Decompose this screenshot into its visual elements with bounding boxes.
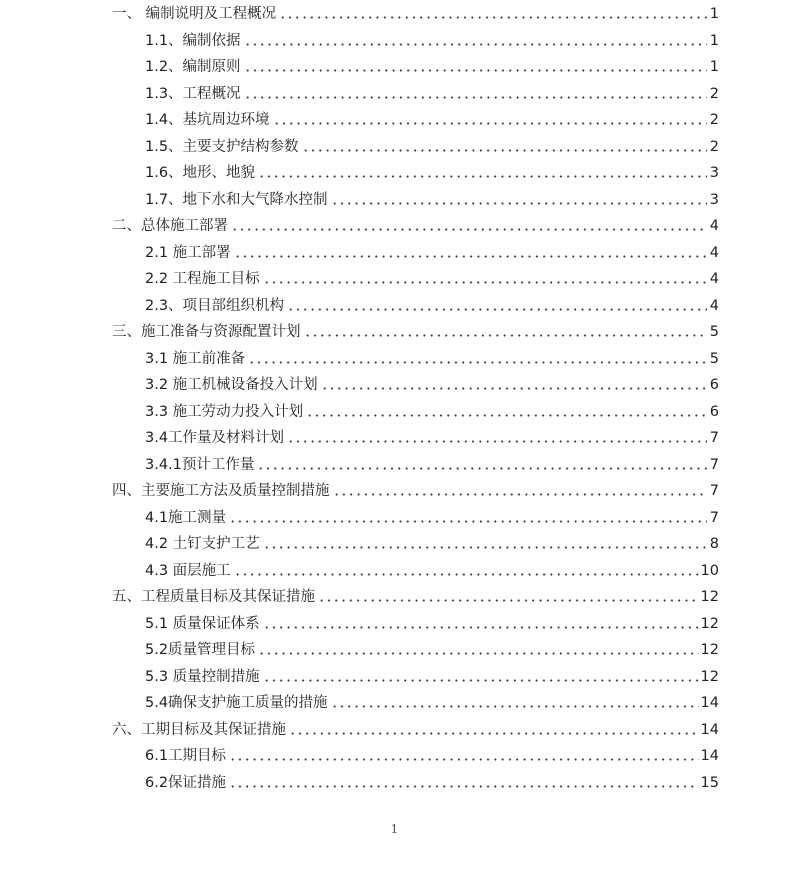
toc-entry-title: 1.6、地形、地貌	[145, 165, 256, 181]
dot-leader	[248, 361, 707, 364]
toc-entry-page: 14	[700, 721, 719, 738]
toc-entry[interactable]	[112, 213, 719, 235]
toc-entry-title: 2.3、项目部组织机构	[145, 297, 285, 314]
dot-leader	[273, 122, 707, 125]
dot-leader	[306, 414, 707, 417]
toc-entry-page: 4	[709, 271, 719, 287]
toc-entry[interactable]	[145, 664, 719, 686]
toc-entry[interactable]	[145, 637, 719, 659]
toc-entry-page: 4	[709, 297, 719, 314]
toc-entry-page: 15	[700, 774, 719, 791]
toc-entry[interactable]	[145, 531, 719, 553]
dot-leader	[229, 758, 698, 761]
toc-entry[interactable]	[112, 319, 719, 341]
dot-leader	[244, 43, 707, 46]
toc-entry[interactable]	[145, 505, 719, 527]
toc-entry-title: 5.4确保支护施工质量的措施	[145, 695, 328, 711]
dot-leader	[304, 334, 708, 337]
toc-entry-page: 2	[709, 85, 719, 102]
dot-leader	[257, 467, 707, 470]
toc-entry[interactable]	[145, 187, 719, 209]
toc-entry-page: 2	[709, 138, 719, 155]
toc-entry-page: 7	[709, 430, 719, 446]
toc-entry-title: 6.1工期目标	[145, 748, 227, 764]
toc-entry-title: 一、 编制说明及工程概况	[112, 6, 277, 22]
dot-leader	[289, 732, 699, 735]
toc-entry-title: 2.2 工程施工目标	[145, 271, 260, 287]
toc-entry-title: 四、主要施工方法及质量控制措施	[112, 483, 330, 499]
toc-entry-title: 1.4、基坑周边环境	[145, 112, 270, 128]
dot-leader	[244, 96, 707, 99]
dot-leader	[234, 255, 707, 258]
toc-entry-page: 12	[700, 668, 719, 685]
toc-entry-page: 5	[709, 350, 719, 367]
toc-entry-title: 4.3 面层施工	[145, 562, 231, 579]
toc-entry-page: 6	[709, 403, 719, 420]
toc-entry[interactable]	[145, 107, 719, 129]
dot-leader	[333, 493, 708, 496]
toc-entry[interactable]	[145, 558, 719, 580]
toc-entry-page: 2	[709, 112, 719, 128]
toc-entry-page: 3	[709, 191, 719, 208]
toc-entry-title: 6.2保证措施	[145, 774, 227, 791]
toc-entry-title: 1.5、主要支护结构参数	[145, 138, 299, 155]
toc-entry-page: 6	[709, 377, 719, 393]
toc-entry-page: 3	[709, 165, 719, 181]
dot-leader	[287, 308, 707, 311]
dot-leader	[331, 202, 707, 205]
toc-entry[interactable]	[145, 372, 719, 394]
toc-entry[interactable]	[145, 266, 719, 288]
toc-entry-title: 六、工期目标及其保证措施	[112, 721, 286, 738]
toc-entry[interactable]	[145, 690, 719, 712]
dot-leader	[331, 705, 699, 708]
toc-entry[interactable]	[145, 346, 719, 368]
toc-entry-page: 5	[709, 324, 719, 340]
toc-entry-title: 3.3 施工劳动力投入计划	[145, 403, 304, 420]
toc-entry[interactable]	[145, 28, 719, 50]
toc-entry-page: 8	[709, 536, 719, 552]
toc-entry[interactable]	[145, 134, 719, 156]
toc-entry-page: 12	[700, 615, 719, 632]
toc-entry[interactable]	[112, 717, 719, 739]
toc-entry[interactable]	[112, 478, 719, 500]
page-number: 1	[390, 822, 399, 836]
toc-entry-title: 3.2 施工机械设备投入计划	[145, 377, 318, 393]
toc-entry-page: 12	[700, 589, 719, 605]
toc-entry[interactable]	[145, 770, 719, 792]
toc-entry-page: 1	[709, 6, 719, 22]
toc-entry-title: 4.2 土钉支护工艺	[145, 536, 260, 552]
dot-leader	[263, 626, 699, 629]
toc-entry-page: 7	[709, 483, 719, 499]
dot-leader	[231, 228, 707, 231]
dot-leader	[321, 387, 707, 390]
dot-leader	[279, 16, 707, 19]
toc-entry-title: 5.2质量管理目标	[145, 642, 256, 658]
toc-entry[interactable]	[145, 452, 719, 474]
dot-leader	[234, 573, 699, 576]
toc-entry-title: 1.2、编制原则	[145, 59, 241, 75]
toc-entry-title: 1.7、地下水和大气降水控制	[145, 191, 328, 208]
dot-leader	[229, 520, 707, 523]
toc-entry-title: 1.1、编制依据	[145, 32, 241, 49]
dot-leader	[258, 652, 698, 655]
dot-leader	[244, 69, 707, 72]
toc-entry-page: 1	[709, 59, 719, 75]
toc-entry-title: 二、总体施工部署	[112, 218, 228, 234]
dot-leader	[302, 149, 707, 152]
toc-entry[interactable]	[145, 240, 719, 262]
dot-leader	[287, 440, 707, 443]
toc-entry-title: 4.1施工测量	[145, 509, 227, 526]
toc-entry-title: 3.4工作量及材料计划	[145, 430, 285, 446]
dot-leader	[263, 546, 707, 549]
dot-leader	[263, 679, 699, 682]
toc-entry[interactable]	[145, 293, 719, 315]
dot-leader	[318, 599, 699, 602]
toc-entry-title: 2.1 施工部署	[145, 244, 231, 261]
dot-leader	[263, 281, 707, 284]
toc-entry-title: 3.4.1预计工作量	[145, 456, 255, 473]
toc-entry-page: 7	[709, 456, 719, 473]
toc-entry[interactable]	[145, 81, 719, 103]
toc-entry[interactable]	[145, 611, 719, 633]
toc-entry-page: 12	[700, 642, 719, 658]
toc-entry[interactable]	[145, 743, 719, 765]
toc-entry[interactable]	[145, 54, 719, 76]
toc-entry-title: 三、施工准备与资源配置计划	[112, 324, 301, 340]
toc-entry-page: 10	[700, 562, 719, 579]
toc-entry[interactable]	[112, 1, 719, 23]
toc-entry-page: 14	[700, 748, 719, 764]
dot-leader	[258, 175, 707, 178]
toc-entry-page: 7	[709, 509, 719, 526]
toc-entry-page: 4	[709, 244, 719, 261]
toc-entry[interactable]	[145, 160, 719, 182]
dot-leader	[229, 785, 698, 788]
toc-entry[interactable]	[145, 425, 719, 447]
toc-entry-title: 3.1 施工前准备	[145, 350, 246, 367]
toc-entry-title: 5.3 质量控制措施	[145, 668, 260, 685]
toc-entry-title: 1.3、工程概况	[145, 85, 241, 102]
toc-entry[interactable]	[145, 399, 719, 421]
toc-entry-page: 14	[700, 695, 719, 711]
toc-entry[interactable]	[112, 584, 719, 606]
toc-entry-title: 5.1 质量保证体系	[145, 615, 260, 632]
toc-entry-title: 五、工程质量目标及其保证措施	[112, 589, 315, 605]
toc-entry-page: 1	[709, 32, 719, 49]
toc-entry-page: 4	[709, 218, 719, 234]
